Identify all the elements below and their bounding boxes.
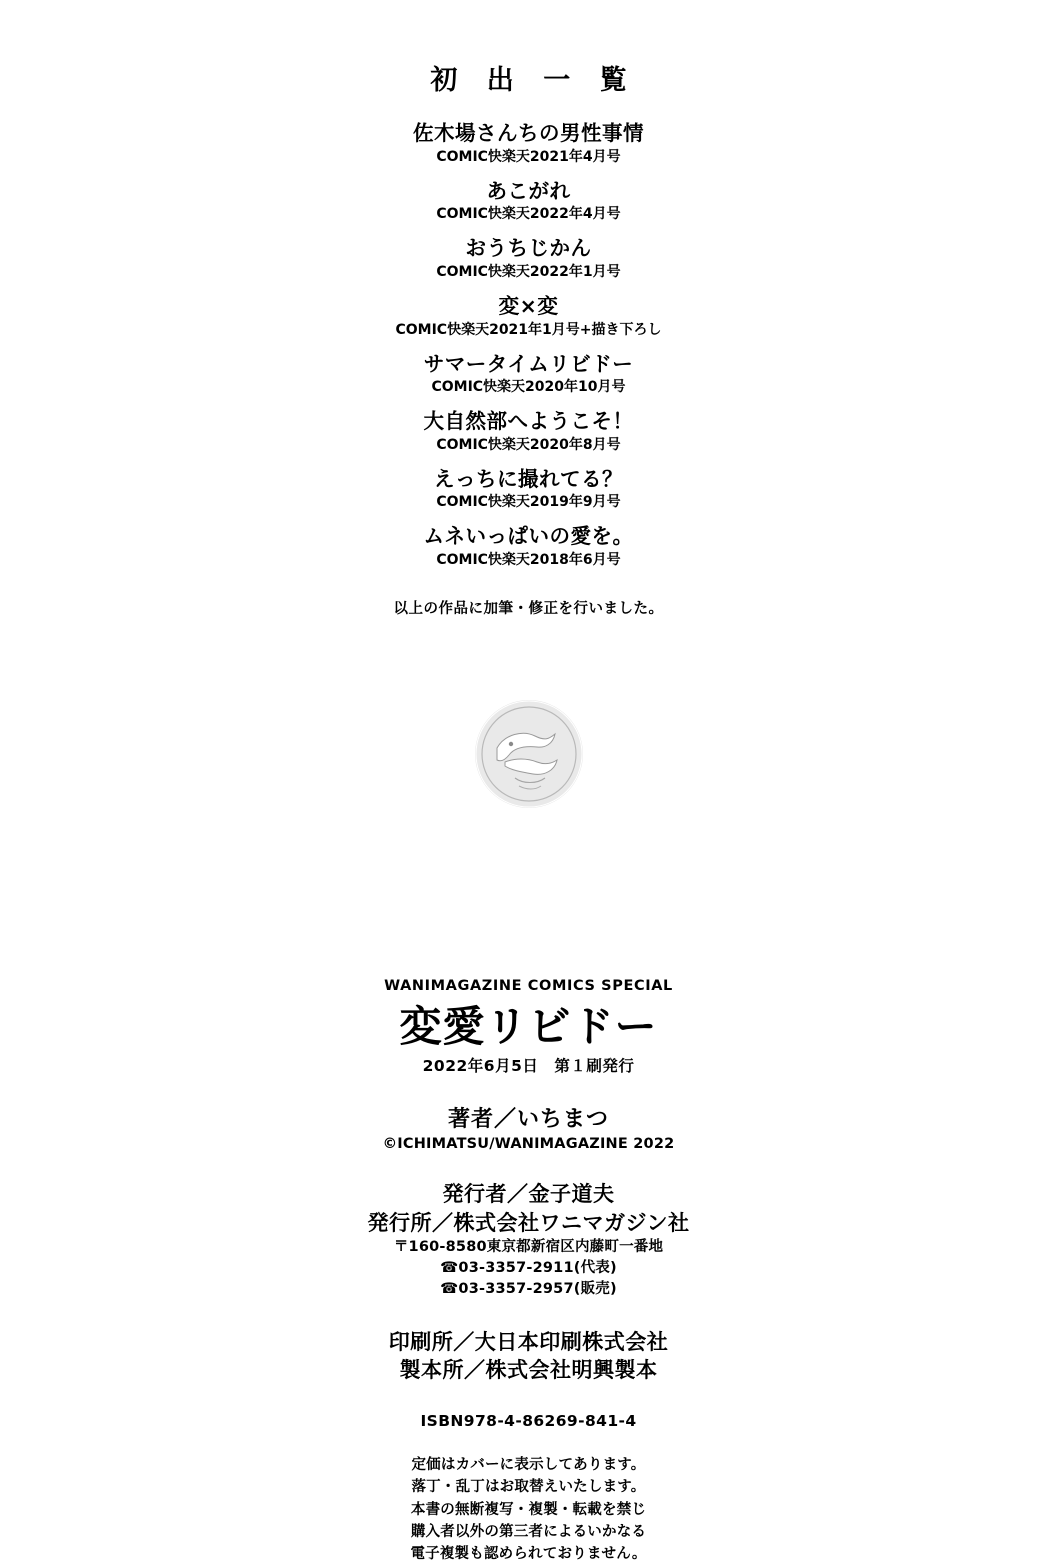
- credit-entry-title: 変×変: [498, 293, 559, 318]
- credit-entry: [0, 409, 1057, 456]
- imprint-series: WANIMAGAZINE COMICS SPECIAL: [384, 978, 673, 994]
- credit-entry-title: あこがれ: [486, 178, 571, 203]
- legal-notice: [0, 1454, 1057, 1566]
- credit-entry: [0, 294, 1057, 341]
- credit-entry-source: COMIC快楽天2020年8月号: [436, 436, 621, 453]
- seal-container: [0, 700, 1057, 808]
- credit-entry-source: COMIC快楽天2022年4月号: [436, 206, 621, 223]
- printing-group: [0, 1328, 1057, 1385]
- imprint-author: 著者／いちまつ: [447, 1107, 609, 1133]
- publisher-seal-icon: [475, 700, 583, 808]
- credit-entry: [0, 524, 1057, 571]
- credit-entry-source: COMIC快楽天2021年1月号+描き下ろし: [395, 321, 662, 338]
- legal-notice-line: 定価はカバーに表示してあります。: [411, 1456, 646, 1473]
- imprint-phone-main: ☎03-3357-2911(代表): [440, 1259, 617, 1276]
- credit-entry-source: COMIC快楽天2020年10月号: [431, 379, 626, 396]
- credit-entry-source: COMIC快楽天2022年1月号: [436, 263, 621, 280]
- credit-entry: [0, 352, 1057, 399]
- legal-notice-line: 電子複製も認められておりません。: [410, 1546, 647, 1563]
- credit-entry-title: ムネいっぱいの愛を。: [423, 524, 634, 549]
- imprint-copyright: ©ICHIMATSU/WANIMAGAZINE 2022: [382, 1136, 675, 1153]
- imprint-binder: 製本所／株式会社明興製本: [399, 1358, 658, 1383]
- first-appearance-section: [0, 58, 1057, 618]
- credit-entry-title: 大自然部へようこそ！: [423, 409, 634, 434]
- legal-notice-line: 本書の無断複写・複製・転載を禁じ: [410, 1501, 647, 1518]
- credit-entry-title: えっちに撮れてる？: [434, 466, 623, 491]
- credits-heading: 初 出 一 覧: [430, 65, 637, 96]
- legal-notice-line: 落丁・乱丁はお取替えいたします。: [411, 1479, 646, 1496]
- imprint-address: 〒160-8580東京都新宿区内藤町一番地: [393, 1238, 664, 1255]
- credit-entry: [0, 467, 1057, 514]
- imprint-publication-date: 2022年6月5日 第１刷発行: [422, 1057, 635, 1076]
- legal-notice-line: 購入者以外の第三者によるいかなる: [410, 1524, 647, 1541]
- credit-entry-title: サマータイムリビドー: [423, 351, 634, 376]
- credit-entry: [0, 179, 1057, 226]
- credit-entry-source: COMIC快楽天2021年4月号: [436, 148, 621, 165]
- imprint-book-title: 変愛リビドー: [399, 1002, 658, 1051]
- imprint-printer: 印刷所／大日本印刷株式会社: [388, 1329, 669, 1354]
- imprint-section: [0, 978, 1057, 1566]
- publisher-group: [0, 1180, 1057, 1300]
- imprint-isbn: ISBN978-4-86269-841-4: [420, 1411, 637, 1430]
- credit-entry-title: 佐木場さんちの男性事情: [413, 121, 644, 145]
- imprint-publisher-company: 発行所／株式会社ワニマガジン社: [367, 1210, 690, 1235]
- credit-entry-source: COMIC快楽天2019年9月号: [436, 494, 621, 511]
- credit-entry: [0, 121, 1057, 168]
- credit-entry-title: おうちじかん: [465, 236, 592, 261]
- credits-note: 以上の作品に加筆・修正を行いました。: [393, 601, 664, 617]
- imprint-phone-sales: ☎03-3357-2957(販売): [440, 1280, 617, 1297]
- imprint-publisher-person: 発行者／金子道夫: [442, 1182, 615, 1207]
- credit-entry: [0, 236, 1057, 283]
- credit-entry-source: COMIC快楽天2018年6月号: [436, 552, 621, 568]
